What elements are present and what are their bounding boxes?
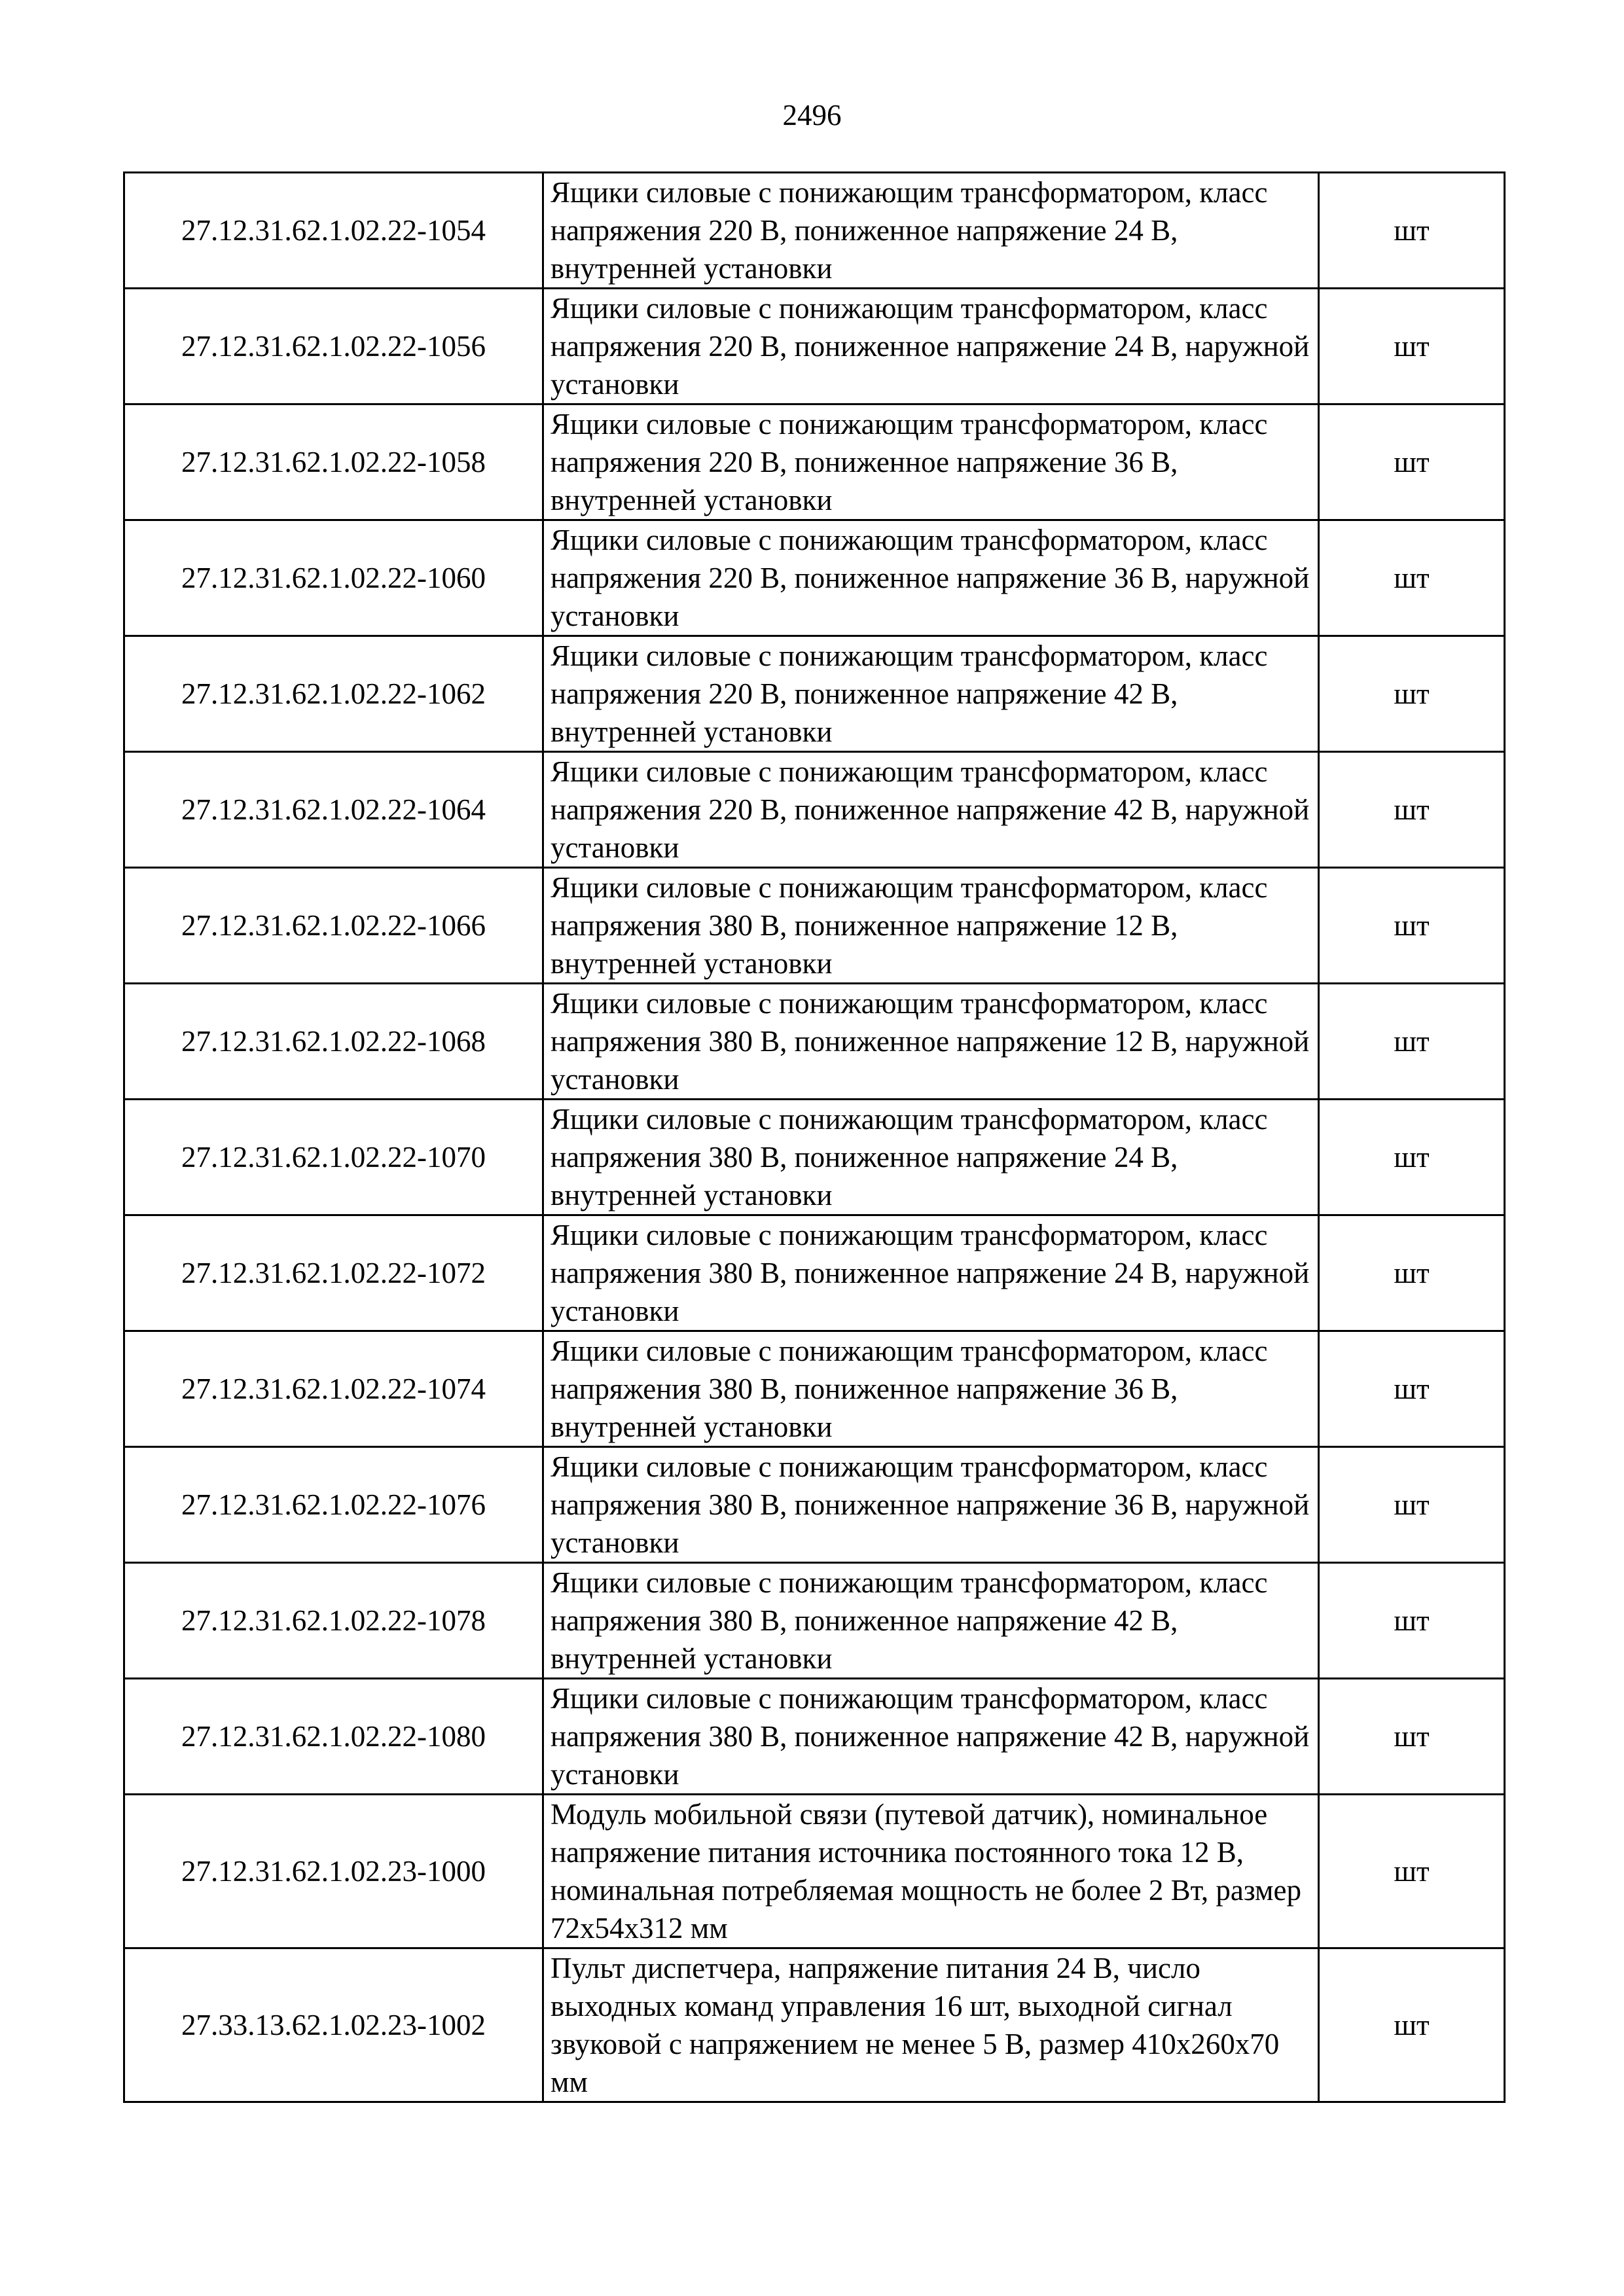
page-number: 2496 <box>782 99 842 132</box>
resource-description: Модуль мобильной связи (путевой датчик), номинальное напряжение питания источника постоянного тока 12 В, номинальная потребляемая мощность не более 2 Вт, размер 72х54х312 мм <box>543 1795 1319 1948</box>
resource-description: Ящики силовые с понижающим трансформатором, класс напряжения 380 В, пониженное напряжение 36 В, внутренней установки <box>543 1331 1319 1447</box>
resource-description: Ящики силовые с понижающим трансформатором, класс напряжения 220 В, пониженное напряжение 24 В, внутренней установки <box>543 173 1319 289</box>
table-row <box>124 1447 1505 1563</box>
table-row <box>124 520 1505 636</box>
table-row <box>124 752 1505 868</box>
unit-of-measure: шт <box>1319 173 1505 289</box>
table-row <box>124 1563 1505 1679</box>
resource-description: Ящики силовые с понижающим трансформатором, класс напряжения 220 В, пониженное напряжение 24 В, наружной установки <box>543 289 1319 404</box>
unit-of-measure: шт <box>1319 289 1505 404</box>
resource-code: 27.12.31.62.1.02.22-1058 <box>124 404 543 520</box>
unit-of-measure: шт <box>1319 1679 1505 1795</box>
table-row <box>124 868 1505 984</box>
unit-of-measure: шт <box>1319 404 1505 520</box>
resource-description: Пульт диспетчера, напряжение питания 24 В, число выходных команд управления 16 шт, выходной сигнал звуковой с напряжением не менее 5 В, размер 410х260х70 мм <box>543 1948 1319 2102</box>
resource-description: Ящики силовые с понижающим трансформатором, класс напряжения 380 В, пониженное напряжение 42 В, внутренней установки <box>543 1563 1319 1679</box>
unit-of-measure: шт <box>1319 1447 1505 1563</box>
resource-description: Ящики силовые с понижающим трансформатором, класс напряжения 380 В, пониженное напряжение 12 В, внутренней установки <box>543 868 1319 984</box>
resource-code: 27.12.31.62.1.02.22-1066 <box>124 868 543 984</box>
resource-description: Ящики силовые с понижающим трансформатором, класс напряжения 380 В, пониженное напряжение 24 В, внутренней установки <box>543 1100 1319 1215</box>
table-row <box>124 1948 1505 2102</box>
resource-code: 27.12.31.62.1.02.23-1000 <box>124 1795 543 1948</box>
unit-of-measure: шт <box>1319 1795 1505 1948</box>
table-row <box>124 173 1505 289</box>
table-row <box>124 289 1505 404</box>
table-row <box>124 984 1505 1100</box>
table-row <box>124 404 1505 520</box>
resource-description: Ящики силовые с понижающим трансформатором, класс напряжения 380 В, пониженное напряжение 24 В, наружной установки <box>543 1215 1319 1331</box>
resource-description: Ящики силовые с понижающим трансформатором, класс напряжения 220 В, пониженное напряжение 42 В, внутренней установки <box>543 636 1319 752</box>
resource-description: Ящики силовые с понижающим трансформатором, класс напряжения 380 В, пониженное напряжение 42 В, наружной установки <box>543 1679 1319 1795</box>
resource-code: 27.12.31.62.1.02.22-1056 <box>124 289 543 404</box>
table-row <box>124 1679 1505 1795</box>
resource-description: Ящики силовые с понижающим трансформатором, класс напряжения 220 В, пониженное напряжение 42 В, наружной установки <box>543 752 1319 868</box>
resource-code: 27.12.31.62.1.02.22-1080 <box>124 1679 543 1795</box>
table-row <box>124 1215 1505 1331</box>
unit-of-measure: шт <box>1319 1948 1505 2102</box>
resource-code: 27.12.31.62.1.02.22-1060 <box>124 520 543 636</box>
unit-of-measure: шт <box>1319 1215 1505 1331</box>
table-row <box>124 1795 1505 1948</box>
unit-of-measure: шт <box>1319 868 1505 984</box>
unit-of-measure: шт <box>1319 1563 1505 1679</box>
resource-code: 27.12.31.62.1.02.22-1070 <box>124 1100 543 1215</box>
unit-of-measure: шт <box>1319 520 1505 636</box>
unit-of-measure: шт <box>1319 984 1505 1100</box>
unit-of-measure: шт <box>1319 636 1505 752</box>
resource-description: Ящики силовые с понижающим трансформатором, класс напряжения 220 В, пониженное напряжение 36 В, наружной установки <box>543 520 1319 636</box>
table-row <box>124 1331 1505 1447</box>
resource-table <box>123 171 1506 2103</box>
table-row <box>124 636 1505 752</box>
resource-code: 27.33.13.62.1.02.23-1002 <box>124 1948 543 2102</box>
unit-of-measure: шт <box>1319 1331 1505 1447</box>
resource-code: 27.12.31.62.1.02.22-1068 <box>124 984 543 1100</box>
resource-code: 27.12.31.62.1.02.22-1076 <box>124 1447 543 1563</box>
resource-description: Ящики силовые с понижающим трансформатором, класс напряжения 380 В, пониженное напряжение 12 В, наружной установки <box>543 984 1319 1100</box>
resource-description: Ящики силовые с понижающим трансформатором, класс напряжения 220 В, пониженное напряжение 36 В, внутренней установки <box>543 404 1319 520</box>
resource-code: 27.12.31.62.1.02.22-1078 <box>124 1563 543 1679</box>
resource-code: 27.12.31.62.1.02.22-1074 <box>124 1331 543 1447</box>
unit-of-measure: шт <box>1319 752 1505 868</box>
resource-code: 27.12.31.62.1.02.22-1054 <box>124 173 543 289</box>
unit-of-measure: шт <box>1319 1100 1505 1215</box>
resource-code: 27.12.31.62.1.02.22-1072 <box>124 1215 543 1331</box>
table-row <box>124 1100 1505 1215</box>
resource-description: Ящики силовые с понижающим трансформатором, класс напряжения 380 В, пониженное напряжение 36 В, наружной установки <box>543 1447 1319 1563</box>
resource-code: 27.12.31.62.1.02.22-1064 <box>124 752 543 868</box>
resource-code: 27.12.31.62.1.02.22-1062 <box>124 636 543 752</box>
